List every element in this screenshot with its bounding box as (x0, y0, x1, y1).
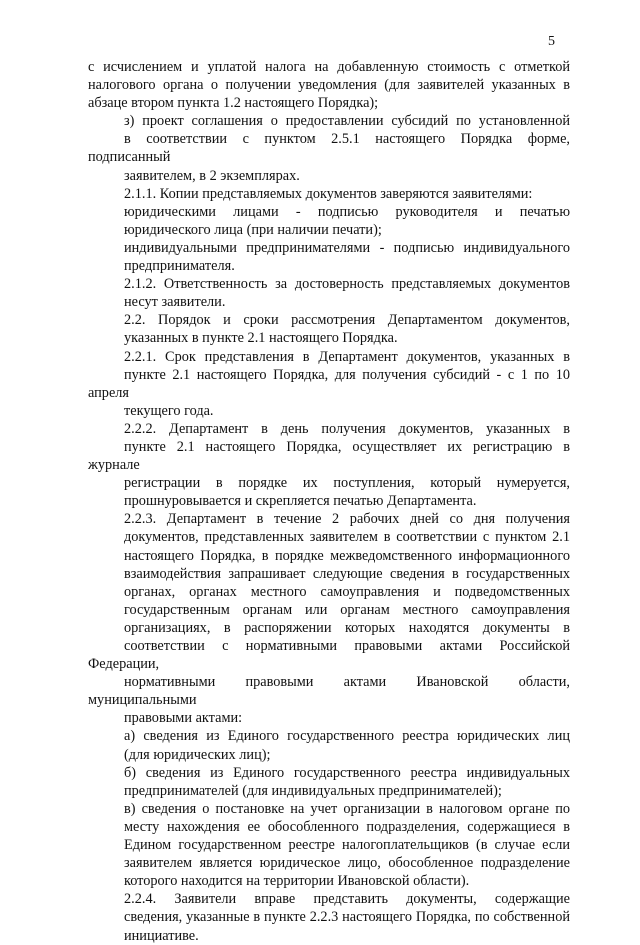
text-line: документов, представленных заявителем в соответствии с пунктом 2.1 (124, 529, 570, 546)
text-line: предпринимателя. (124, 258, 235, 275)
text-line: органах, органах местного самоуправления и подведомственных (124, 583, 570, 600)
text-line: организациях, в распоряжении которых находятся документы в (124, 619, 570, 636)
text-line: регистрации в порядке их поступления, который нумеруется, (124, 475, 570, 492)
text-line: (для юридических лиц); (124, 746, 271, 763)
text-line: абзаце втором пункта 1.2 настоящего Порядка); (88, 95, 379, 112)
text-line: 2.2. Порядок и сроки рассмотрения Департаментом документов, (124, 312, 570, 329)
text-line: индивидуальными предпринимателями - подписью индивидуального (124, 239, 570, 256)
text-line: несут заявители. (124, 294, 226, 311)
text-line: Едином государственном реестре налогоплательщиков (в случае если (124, 837, 570, 854)
paragraph (88, 185, 570, 203)
paragraph (88, 727, 570, 763)
text-line: правовыми актами: (124, 710, 243, 727)
text-line: заявителем является юридическое лицо, обособленное подразделение (124, 855, 570, 872)
paragraph (88, 420, 570, 510)
paragraph (88, 112, 570, 184)
paragraph (88, 764, 570, 800)
text-line: месту нахождения ее обособленного подразделения, содержащиеся в (124, 818, 570, 835)
text-line: которого находится на территории Ивановской области). (124, 873, 470, 890)
text-line: а) сведения из Единого государственного реестра юридических лиц (124, 728, 570, 745)
page-number: 5 (548, 34, 555, 49)
text-line: 2.2.1. Срок представления в Департамент документов, указанных в (124, 348, 570, 365)
text-line: 2.2.2. Департамент в день получения документов, указанных в (124, 420, 570, 437)
text-line: пункте 2.1 настоящего Порядка, осуществляет их регистрацию в журнале (88, 438, 570, 474)
text-line: с исчислением и уплатой налога на добавленную стоимость с отметкой (88, 59, 570, 75)
text-line: заявителем, в 2 экземплярах. (124, 167, 300, 184)
text-line: прошнуровывается и скрепляется печатью Департамента. (124, 493, 477, 510)
paragraph (88, 58, 570, 112)
text-line: пункте 2.1 настоящего Порядка, для получения субсидий - с 1 по 10 апреля (88, 366, 570, 401)
text-line: текущего года. (124, 402, 214, 419)
text-line: 2.1.1. Копии представляемых документов заверяются заявителями: (124, 185, 533, 202)
text-line: соответствии с нормативными правовыми актами Российской Федерации, (88, 638, 570, 673)
paragraph (88, 510, 570, 727)
text-line: предпринимателей (для индивидуальных предпринимателей); (124, 782, 502, 799)
paragraph (88, 800, 570, 890)
text-line: 2.2.3. Департамент в течение 2 рабочих дней со дня получения (124, 511, 570, 528)
text-line: инициативе. (124, 927, 199, 944)
text-line: указанных в пункте 2.1 настоящего Порядка. (124, 330, 398, 347)
text-line: 2.1.2. Ответственность за достоверность представляемых документов (124, 276, 570, 293)
paragraph (88, 239, 570, 275)
text-line: юридическими лицами - подписью руководителя и печатью (124, 203, 570, 220)
text-line: сведения, указанные в пункте 2.2.3 настоящего Порядка, по собственной (124, 909, 570, 926)
paragraph (88, 203, 570, 239)
text-line: в соответствии с пунктом 2.5.1 настоящего Порядка форме, подписанный (88, 131, 570, 166)
text-line: з) проект соглашения о предоставлении субсидий по установленной (124, 113, 570, 130)
paragraph (88, 311, 570, 347)
text-line: нормативными правовыми актами Ивановской области, муниципальными (88, 674, 570, 709)
text-line: налогового органа о получении уведомления (для заявителей указанных в (88, 77, 570, 94)
text-line: государственным органам или органам местного самоуправления (124, 601, 570, 618)
text-line: настоящего Порядка, в порядке межведомственного информационного (124, 547, 570, 564)
text-line: 2.2.4. Заявители вправе представить документы, содержащие (124, 891, 570, 908)
text-line: в) сведения о постановке на учет организации в налоговом органе по (124, 800, 570, 817)
document-body (88, 58, 570, 945)
paragraph (88, 275, 570, 311)
text-line: взаимодействия запрашивает следующие сведения в государственных (124, 565, 570, 582)
text-line: юридического лица (при наличии печати); (124, 221, 382, 238)
text-line: б) сведения из Единого государственного реестра индивидуальных (124, 764, 570, 781)
paragraph (88, 890, 570, 944)
paragraph (88, 348, 570, 420)
